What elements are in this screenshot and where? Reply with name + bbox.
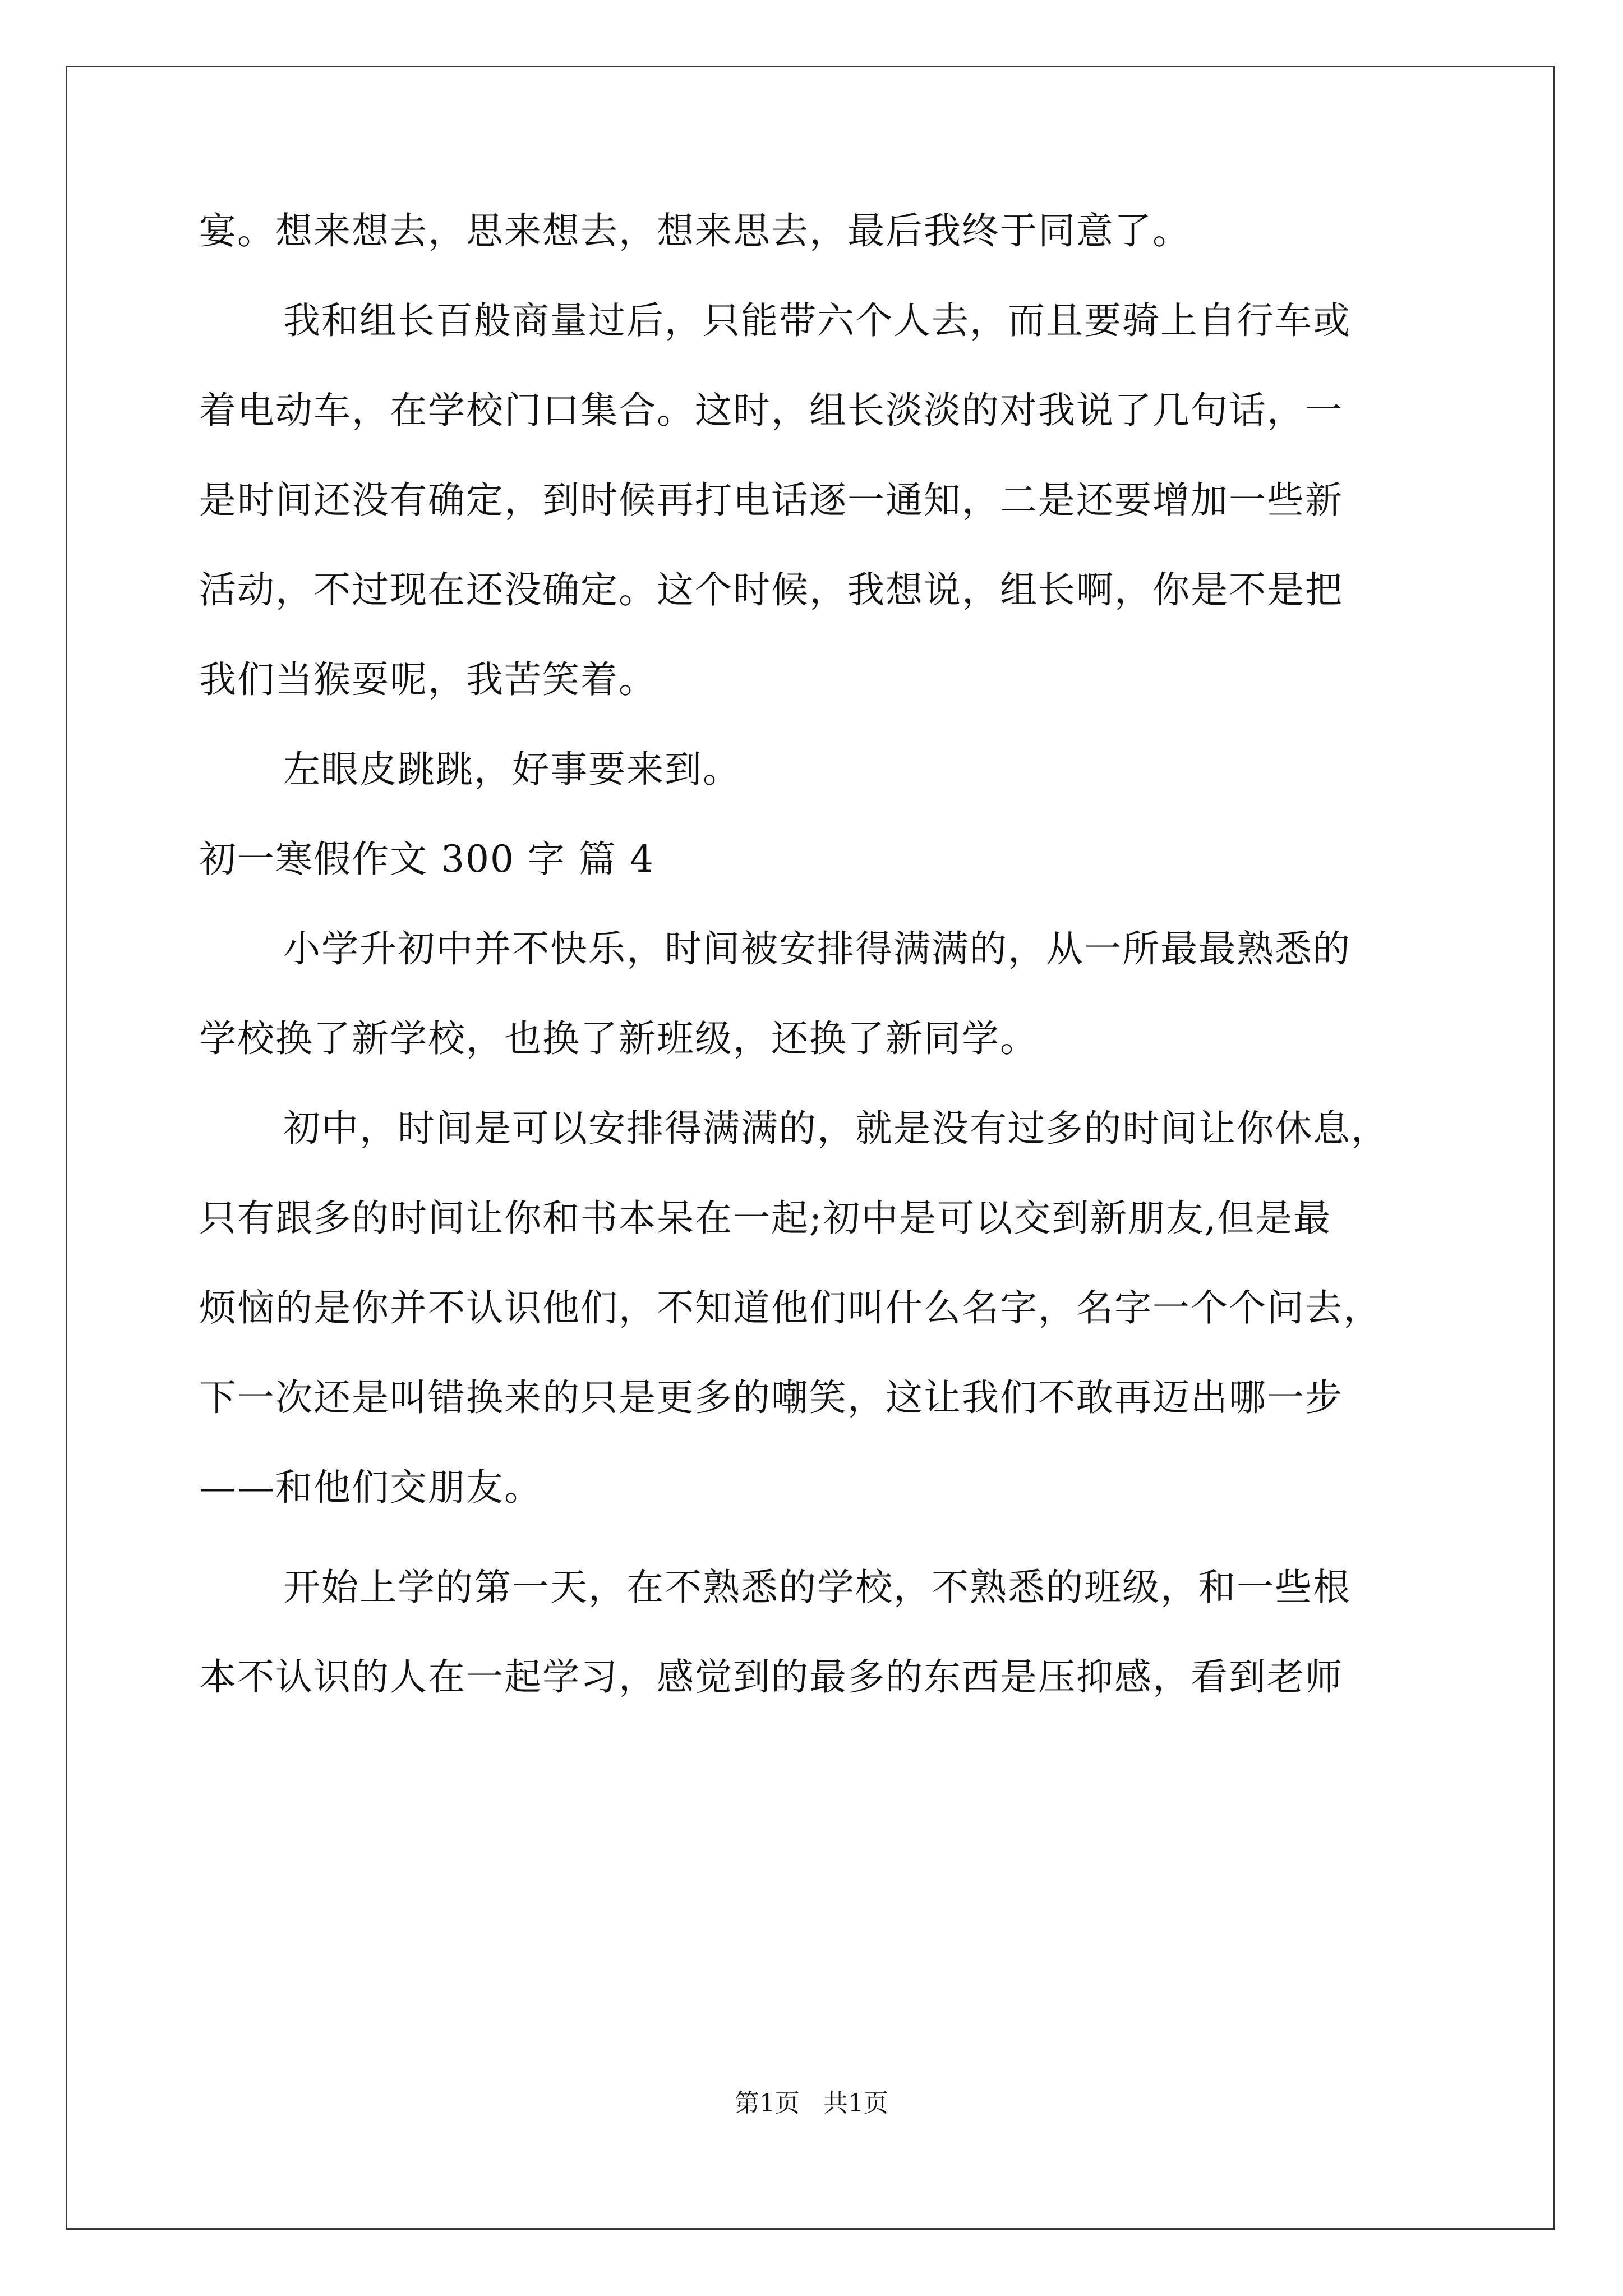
text-line: 开始上学的第一天，在不熟悉的学校，不熟悉的班级，和一些根 — [283, 1566, 1351, 1609]
text-line: 只有跟多的时间让你和书本呆在一起;初中是可以交到新朋友,但是最 — [199, 1197, 1332, 1240]
text-line: 学校换了新学校，也换了新班级，还换了新同学。 — [199, 1017, 1038, 1060]
section-heading: 初一寒假作文 300 字 篇 4 — [199, 838, 654, 881]
page-footer: 第1页 共1页 — [735, 2089, 888, 2118]
text-line: 烦恼的是你并不认识他们，不知道他们叫什么名字，名字一个个问去， — [199, 1286, 1381, 1329]
text-line: 初中，时间是可以安排得满满的，就是没有过多的时间让你休息， — [283, 1107, 1389, 1150]
text-line: ——和他们交朋友。 — [199, 1466, 542, 1509]
text-line: 本不认识的人在一起学习，感觉到的最多的东西是压抑感，看到老师 — [199, 1655, 1343, 1699]
text-line: 左眼皮跳跳，好事要来到。 — [283, 748, 741, 791]
text-line: 宴。想来想去，思来想去，想来思去，最后我终于同意了。 — [199, 209, 1191, 252]
text-line: 我和组长百般商量过后，只能带六个人去，而且要骑上自行车或 — [283, 299, 1351, 342]
text-line: 活动，不过现在还没确定。这个时候，我想说，组长啊，你是不是把 — [199, 568, 1343, 611]
text-line: 小学升初中并不快乐，时间被安排得满满的，从一所最最熟悉的 — [283, 927, 1351, 970]
text-line: 我们当猴耍呢，我苦笑着。 — [199, 658, 657, 701]
text-line: 着电动车，在学校门口集合。这时，组长淡淡的对我说了几句话，一 — [199, 389, 1343, 432]
text-line: 是时间还没有确定，到时候再打电话逐一通知，二是还要增加一些新 — [199, 478, 1343, 522]
text-line: 下一次还是叫错换来的只是更多的嘲笑，这让我们不敢再迈出哪一步 — [199, 1376, 1343, 1419]
